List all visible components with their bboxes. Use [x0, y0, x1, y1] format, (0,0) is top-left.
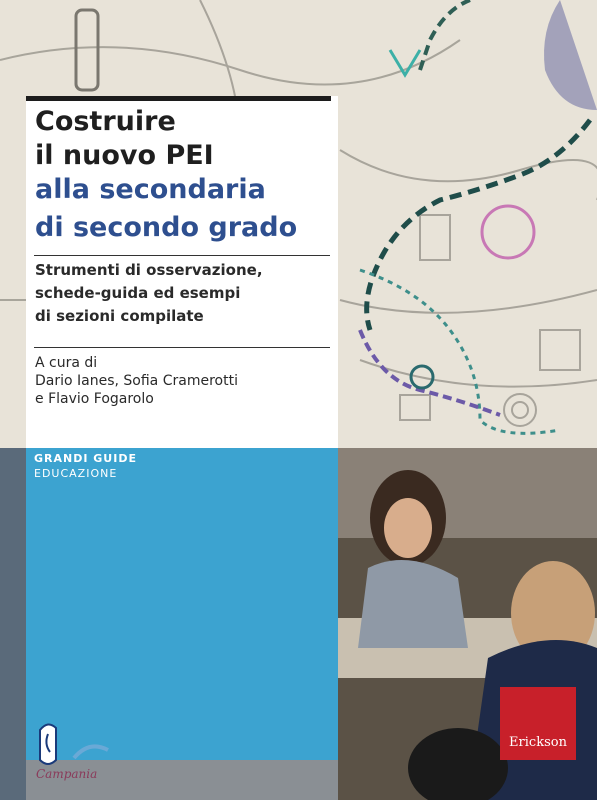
editors-line-1: Dario Ianes, Sofia Cramerotti [35, 373, 238, 389]
publisher-name: Erickson [509, 735, 567, 750]
editors-line-2: e Flavio Fogarolo [35, 391, 154, 407]
title-line-4: di secondo grado [35, 212, 298, 243]
svg-text:Campania: Campania [36, 767, 98, 781]
editors-intro: A cura di [35, 355, 98, 371]
series-panel [26, 448, 338, 760]
seal-stamp [34, 720, 112, 782]
title-line-1: Costruire [35, 106, 176, 137]
series-line-1: GRANDI GUIDE [34, 452, 137, 465]
series-line-2: EDUCAZIONE [34, 467, 118, 480]
divider-1 [34, 255, 330, 256]
publisher-logo [500, 687, 576, 760]
photo-left-strip [0, 448, 26, 800]
subtitle-line-1: Strumenti di osservazione, [35, 261, 263, 279]
subtitle-line-2: schede-guida ed esempi [35, 284, 241, 302]
title-line-3: alla secondaria [35, 174, 266, 205]
title-top-rule [26, 96, 331, 101]
subtitle-line-3: di sezioni compilate [35, 307, 204, 325]
title-line-2: il nuovo PEI [35, 140, 214, 171]
divider-2 [34, 347, 330, 348]
